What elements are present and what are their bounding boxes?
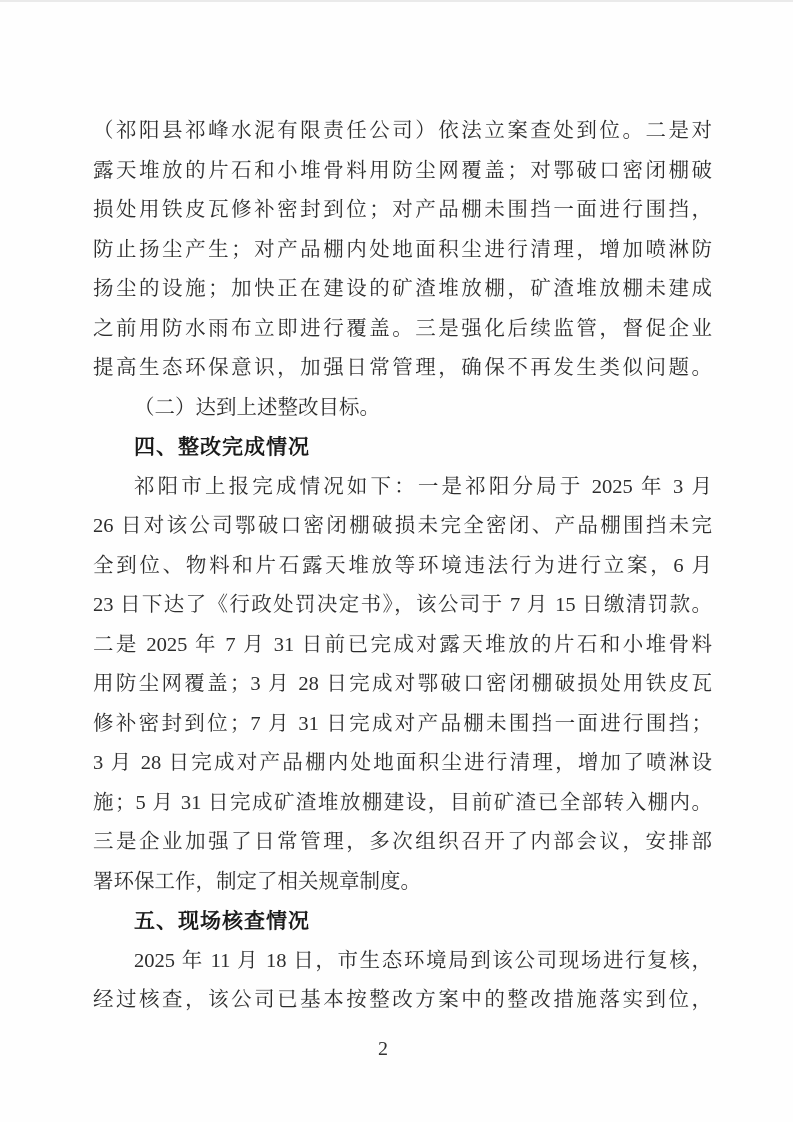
text-line: 修补密封到位；7 月 31 日完成对产品棚未围挡一面进行围挡； (93, 712, 712, 735)
subsection-goal-line: （二）达到上述整改目标。 (134, 396, 380, 419)
text-line: 提高生态环保意识，加强日常管理，确保不再发生类似问题。 (93, 357, 712, 379)
text-line: 2025 年 11 月 18 日，市生态环境局到该公司现场进行复核， (134, 949, 712, 972)
text-line: 露天堆放的片石和小堆骨料用防尘网覆盖；对鄂破口密闭棚破 (93, 159, 712, 182)
document-body (93, 112, 712, 1021)
scan-edge-artifact (0, 0, 793, 2)
text-line: 经过核查，该公司已基本按整改方案中的整改措施落实到位， (93, 989, 712, 1011)
text-line: 三是企业加强了日常管理，多次组织召开了内部会议，安排部 (93, 831, 712, 853)
text-line: 全到位、物料和片石露天堆放等环境违法行为进行立案，6 月 (93, 554, 712, 577)
text-line: 二是 2025 年 7 月 31 日前已完成对露天堆放的片石和小堆骨料 (93, 633, 712, 656)
text-line: 防止扬尘产生；对产品棚内处地面积尘进行清理，增加喷淋防 (93, 238, 712, 261)
text-line: 损处用铁皮瓦修补密封到位；对产品棚未围挡一面进行围挡， (93, 199, 712, 221)
text-line: 祁阳市上报完成情况如下：一是祁阳分局于 2025 年 3 月 (134, 475, 712, 498)
section-heading-rectification-completion: 四、整改完成情况 (134, 435, 310, 459)
text-line: 23 日下达了《行政处罚决定书》，该公司于 7 月 15 日缴清罚款。 (93, 594, 712, 616)
text-line: 署环保工作，制定了相关规章制度。 (93, 870, 421, 893)
text-line: 施；5 月 31 日完成矿渣堆放棚建设，目前矿渣已全部转入棚内。 (93, 791, 712, 814)
text-line: （祁阳县祁峰水泥有限责任公司）依法立案查处到位。二是对 (93, 120, 712, 142)
text-line: 26 日对该公司鄂破口密闭棚破损未完全密闭、产品棚围挡未完 (93, 515, 712, 537)
page-number: 2 (378, 1038, 388, 1060)
text-line: 用防尘网覆盖；3 月 28 日完成对鄂破口密闭棚破损处用铁皮瓦 (93, 673, 712, 695)
text-line: 之前用防水雨布立即进行覆盖。三是强化后续监管，督促企业 (93, 317, 712, 340)
text-line: 3 月 28 日完成对产品棚内处地面积尘进行清理，增加了喷淋设 (93, 752, 712, 774)
section-heading-site-verification: 五、现场核查情况 (134, 909, 310, 933)
text-line: 扬尘的设施；加快正在建设的矿渣堆放棚，矿渣堆放棚未建成 (93, 278, 712, 300)
